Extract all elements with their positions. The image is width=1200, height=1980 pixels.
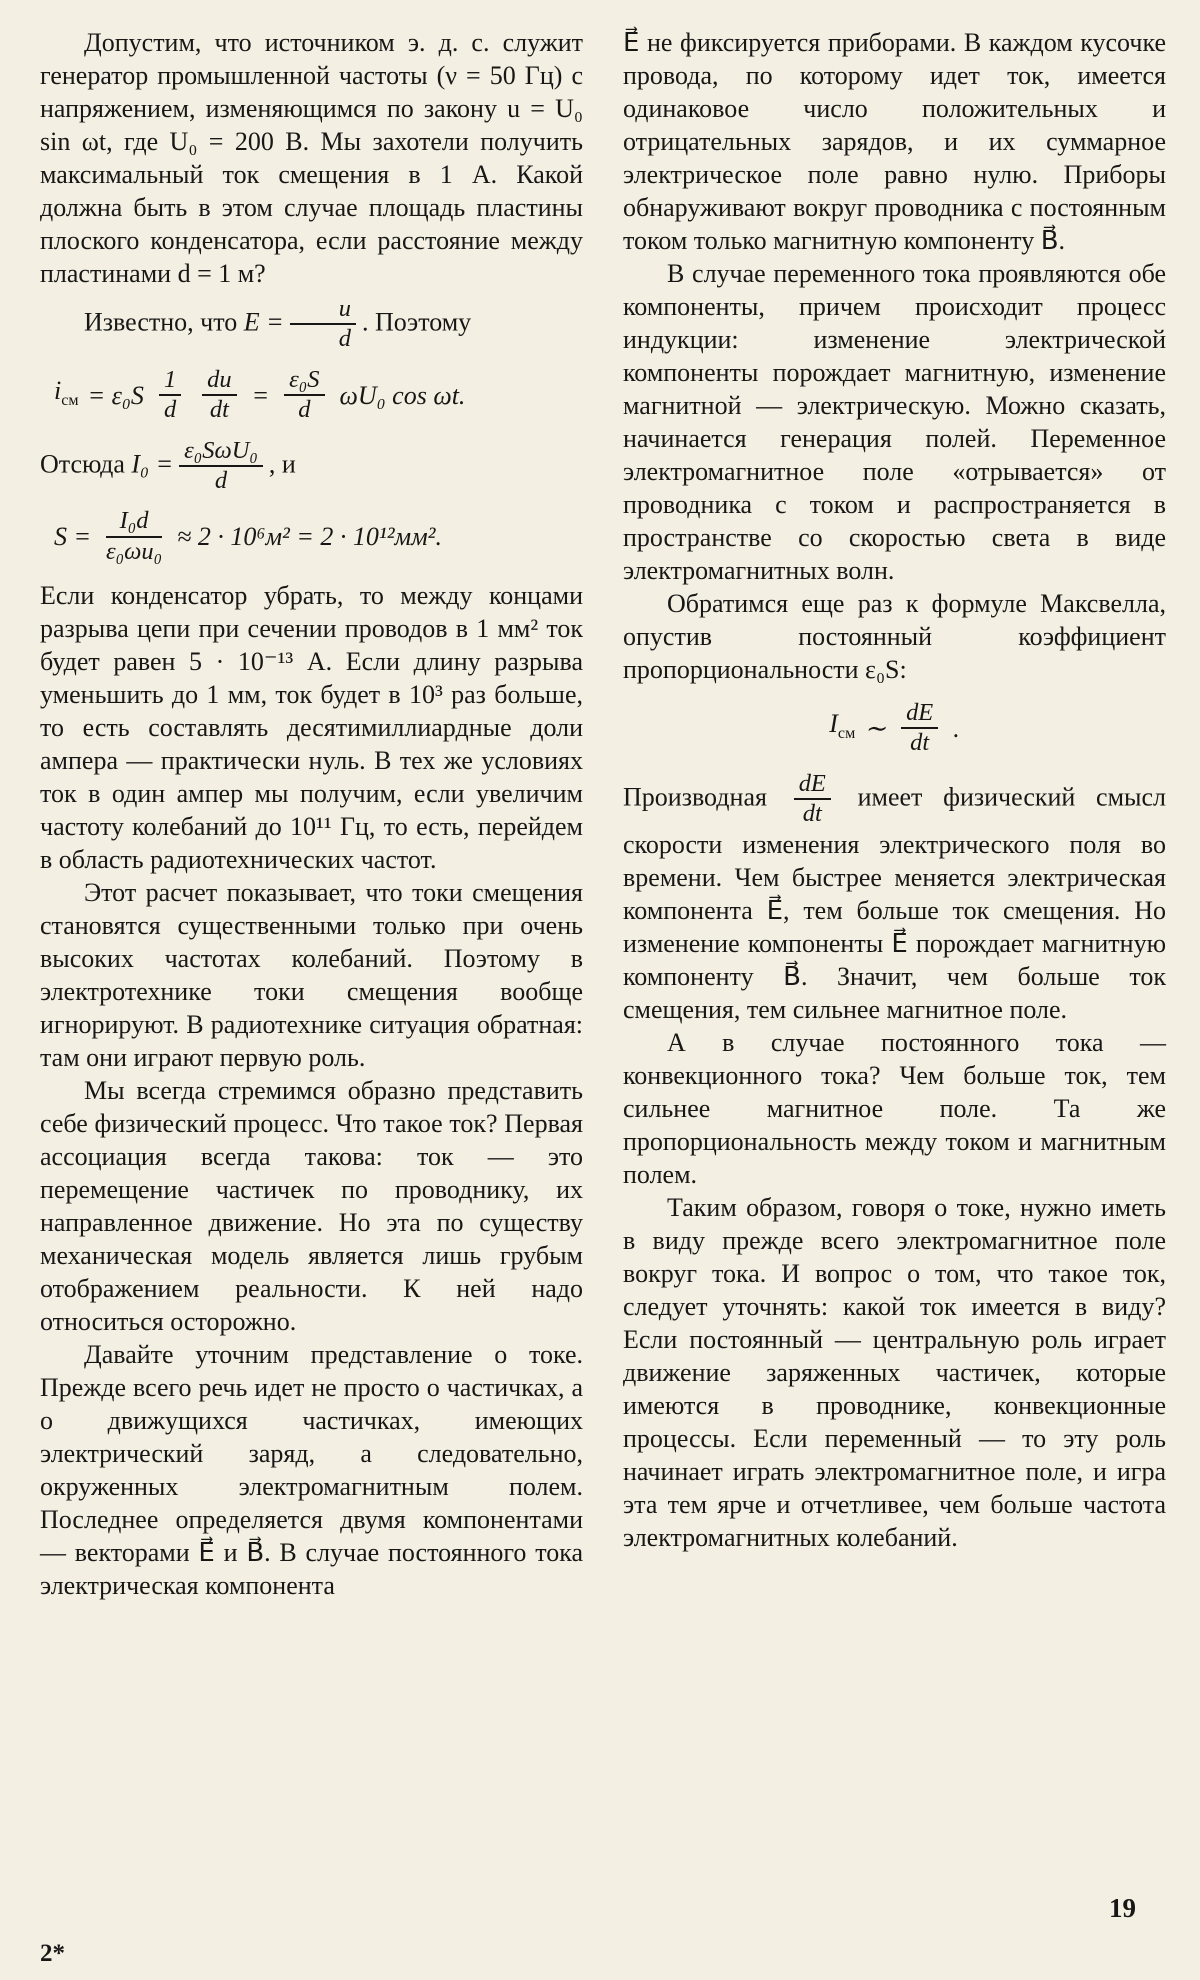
formula-ism-eq2: = — [251, 380, 270, 410]
paragraph-derivative-meaning — [623, 771, 1166, 1026]
formula-post-text: . Поэтому — [361, 307, 472, 337]
page-number: 19 — [1109, 1893, 1136, 1923]
fraction-e0swu0-over-d: $\frac{\text{ε₀SωU₀}}{d}$ — [179, 438, 263, 495]
paragraph-maxwell-formula: Обратимся еще раз к формуле Максвелла, опустив постоянный коэффициент пропорциональности ε₀S: — [623, 589, 1166, 684]
paragraph-pre-text: Производная — [623, 782, 767, 812]
paragraph-alternating-current: В случае переменного тока проявляются обе компоненты, причем происходит процесс индукции: изменение электрической компоненты порождает магнитную, изменение магнитной — электрическую. Можно сказать, начинается генерация полей. Переменное электромагнитное поле «отрывается» от проводника с током и распространяется в пространстве со скоростью света в виде электромагнитных волн. — [623, 259, 1166, 585]
paragraph-hence-i0 — [40, 438, 583, 495]
formula-ism-tail: ωU₀ cos ωt. — [339, 380, 466, 410]
paragraph-conclusion: Таким образом, говоря о токе, нужно иметь в виду прежде всего электромагнитное поле вокруг тока. И вопрос о том, что такое ток, следует уточнять: какой ток имеется в виду? Если постоянный — центральную роль играет движение заряженных частичек, которые имеются в проводнике, конвекционные процессы. Если переменный — то эту роль начинает играть электромагнитное поле, и игра эта тем ярче и отчетливее, чем больше частота электромагнитных колебаний. — [623, 1192, 1166, 1552]
left-column — [40, 26, 583, 1602]
formula-i0-lhs: I₀ = — [131, 448, 174, 478]
formula-s-lhs: S = — [54, 522, 92, 552]
right-column — [623, 26, 1166, 1602]
formula-displacement-current — [54, 367, 583, 424]
formula-s-result: ≈ 2 · 10⁶м² = 2 · 10¹²мм². — [177, 522, 442, 552]
formula-period: . — [953, 713, 960, 743]
formula-area-result — [54, 508, 583, 565]
formula-pre-text: Отсюда — [40, 448, 125, 478]
formula-ism-var: $i_{см}$ — [54, 375, 79, 409]
paragraph-generator-problem: Допустим, что источником э. д. с. служит генератор промышленной частоты (ν = 50 Гц) с напряжением, изменяющимся по закону u = U₀ sin ωt, где U₀ = 200 В. Мы захотели получить максимальный ток смещения в 1 А. Какой должна быть в этом случае площадь пластины плоского конденсатора, если расстояние между пластинами d = 1 м? — [40, 28, 583, 288]
fraction-du-over-dt: $\frac{du}{dt}$ — [202, 367, 236, 424]
paragraph-e-not-registered: E⃗ не фиксируется приборами. В каждом кусочке провода, по которому идет ток, имеется одинаковое число положительных и отрицательных зарядов, и их суммарное электрическое поле равно нулю. Приборы обнаруживают вокруг проводника с постоянным током только магнитную компоненту B⃗. — [623, 28, 1166, 255]
paragraph-post-text: имеет физический смысл скорости изменения электрического поля во времени. Чем быстрее меняется электрическая компонента E⃗, тем больше ток смещения. Но изменение компоненты E⃗ порождает магнитную компоненту B⃗. Значит, чем больше ток смещения, тем сильнее магнитное поле. — [623, 782, 1167, 1024]
fraction-de-over-dt: $\frac{dE}{dt}$ — [901, 700, 938, 757]
paragraph-known-that — [40, 296, 583, 353]
formula-pre-text: Известно, что — [84, 307, 238, 337]
paragraph-constant-current: А в случае постоянного тока — конвекционного тока? Чем больше ток, тем сильнее магнитное поле. Та же пропорциональность между током и магнитным полем. — [623, 1027, 1166, 1189]
paragraph-capacitor-removed: Если конденсатор убрать, то между концами разрыва цепи при сечении проводов в 1 мм² ток будет равен 5 · 10⁻¹³ А. Если длину разрыва уменьшить до 1 мм, ток будет в 10³ раз больше, то есть составлять десятимиллиардные доли ампера — практически нуль. В тех же условиях ток в один ампер мы получим, если увеличим частоту колебаний до 10¹¹ Гц, то есть, перейдем в область радиотехнических частот. — [40, 581, 583, 875]
formula-ism-eq1: = ε₀S — [87, 380, 144, 410]
similarity-sign: ∼ — [864, 713, 887, 743]
fraction-i0d-over-e0wu0: $\frac{\text{I₀d}}{\text{ε₀ωu₀}}$ — [106, 507, 163, 565]
formula-imax-var: $I_{см}$ — [829, 708, 856, 742]
fraction-u-over-d: $\frac{u}{d}$ — [290, 296, 356, 353]
footnote-mark: 2* — [40, 1940, 65, 1967]
fraction-1-over-d: $\frac{1}{d}$ — [159, 367, 181, 424]
formula-post-text: , и — [268, 448, 296, 478]
formula-maxwell-proportionality — [623, 700, 1166, 757]
paragraph-imagine-process: Мы всегда стремимся образно представить себе физический процесс. Что такое ток? Первая ассоциация всегда такова: ток — это перемещение частичек по проводнику, их направленное движение. Но эта по существу механическая модель является лишь грубым отображением реальности. К ней надо относиться осторожно. — [40, 1076, 583, 1337]
fraction-e0s-over-d: $\frac{\text{ε₀S}}{d}$ — [284, 367, 324, 424]
paragraph-calculation-shows: Этот расчет показывает, что токи смещения становятся существенными только при очень высоких частотах колебаний. Поэтому в электротехнике токи смещения вообще игнорируют. В радиотехнике ситуация обратная: там они играют первую роль. — [40, 878, 583, 1073]
paragraph-clarify-current: Давайте уточним представление о токе. Прежде всего речь идет не просто о частичках, а о движущихся частичках, имеющих электрический заряд, а следовательно, окруженных электромагнитным полем. Последнее определяется двумя компонентами — векторами E⃗ и B⃗. В случае постоянного тока электрическая компонента — [40, 1340, 583, 1601]
fraction-de-over-dt-inline: $\frac{dE}{dt}$ — [794, 771, 831, 828]
formula-e-lhs: E = — [243, 307, 284, 337]
